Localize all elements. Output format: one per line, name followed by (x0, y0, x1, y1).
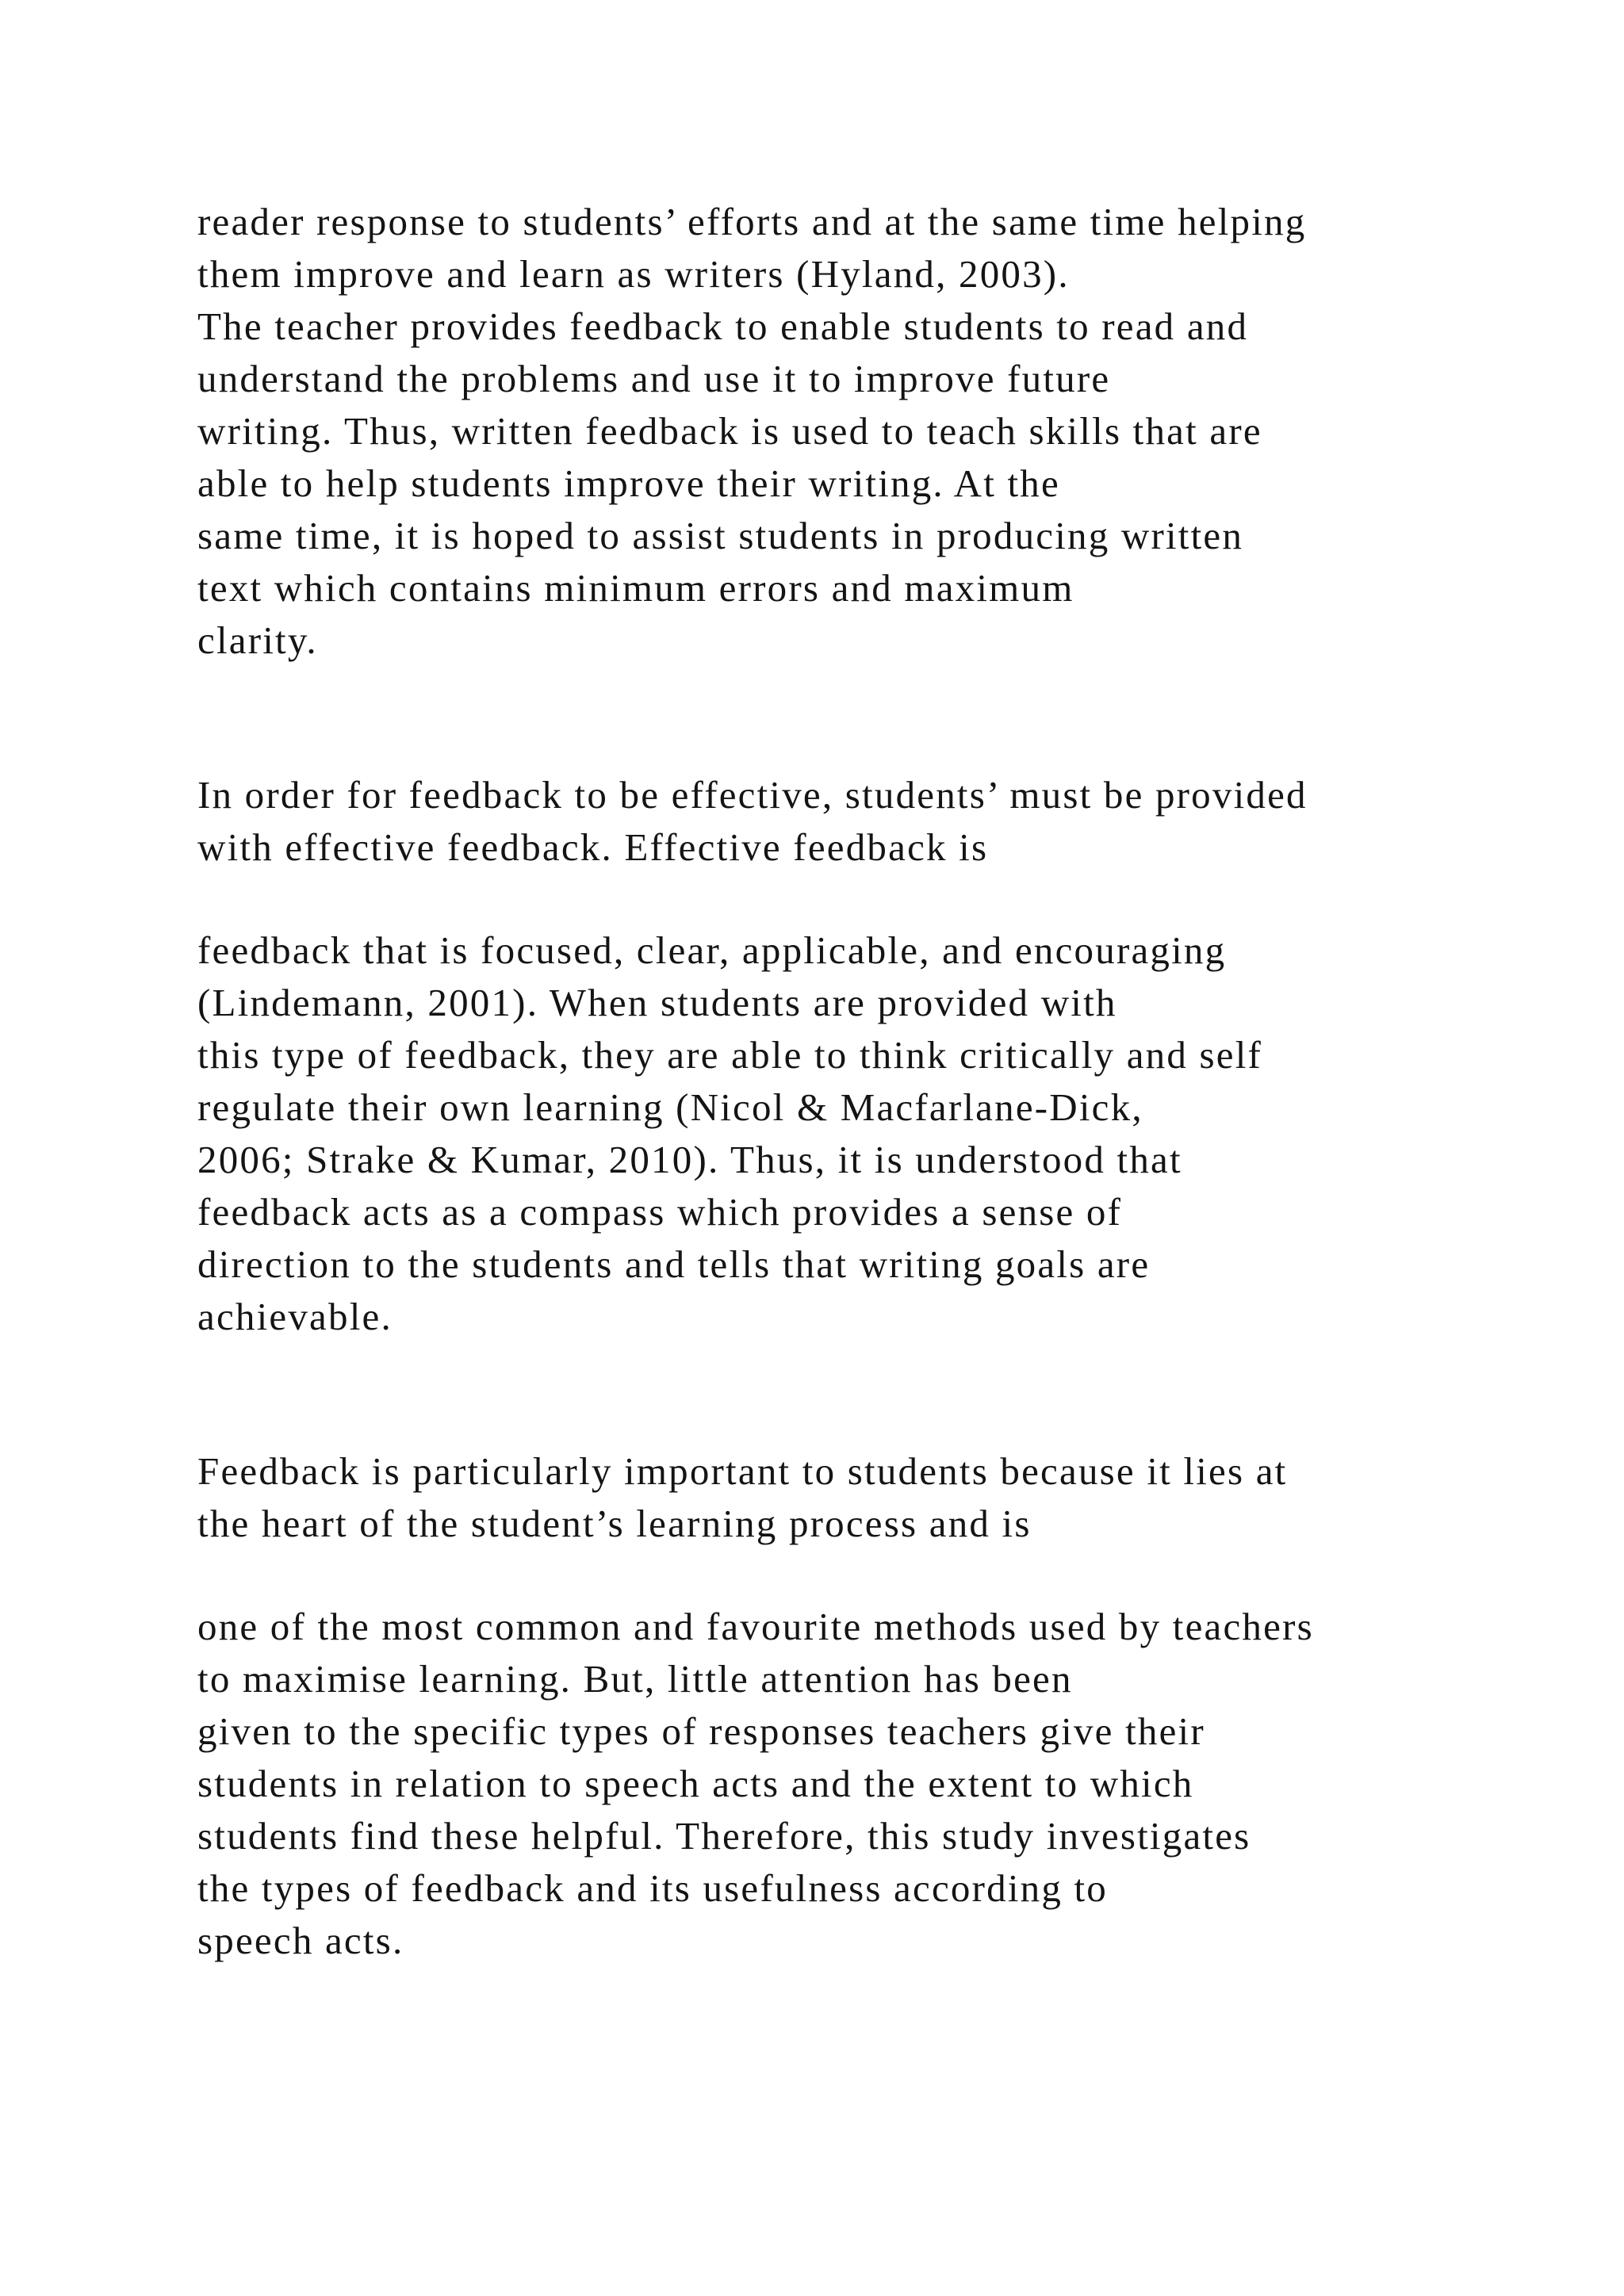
paragraph-effective-feedback-intro (197, 769, 1506, 874)
text-line: direction to the students and tells that writing goals are (197, 1242, 1151, 1286)
text-line: clarity. (197, 618, 318, 662)
text-line: The teacher provides feedback to enable students to read and (197, 304, 1249, 348)
text-line: achievable. (197, 1295, 393, 1338)
text-line: understand the problems and use it to improve future (197, 357, 1111, 400)
paragraph-feedback-importance-intro (197, 1445, 1506, 1550)
text-line: to maximise learning. But, little attention has been (197, 1657, 1073, 1701)
text-line: regulate their own learning (Nicol & Macfarlane-Dick, (197, 1085, 1143, 1129)
text-line: the heart of the student’s learning process and is (197, 1502, 1032, 1545)
text-line: (Lindemann, 2001). When students are provided with (197, 981, 1117, 1024)
text-line: them improve and learn as writers (Hyland, 2003). (197, 252, 1070, 296)
text-line: feedback acts as a compass which provides a sense of (197, 1190, 1123, 1234)
text-line: given to the specific types of responses teachers give their (197, 1709, 1205, 1753)
paragraph-effective-feedback-definition (197, 924, 1506, 1343)
text-line: text which contains minimum errors and maximum (197, 566, 1074, 610)
text-line: same time, it is hoped to assist students in producing written (197, 514, 1244, 557)
text-line: able to help students improve their writing. At the (197, 461, 1060, 505)
text-line: one of the most common and favourite methods used by teachers (197, 1605, 1314, 1648)
text-line: students in relation to speech acts and the extent to which (197, 1762, 1194, 1805)
text-line: students find these helpful. Therefore, this study investigates (197, 1814, 1251, 1858)
text-line: 2006; Strake & Kumar, 2010). Thus, it is understood that (197, 1138, 1182, 1181)
text-line: Feedback is particularly important to students because it lies at (197, 1449, 1288, 1493)
paragraph-feedback-purpose (197, 196, 1506, 667)
text-line: writing. Thus, written feedback is used to teach skills that are (197, 409, 1262, 453)
paragraph-study-aim (197, 1601, 1506, 1967)
text-line: In order for feedback to be effective, students’ must be provided (197, 773, 1308, 817)
text-line: reader response to students’ efforts and at the same time helping (197, 200, 1307, 243)
text-line: with effective feedback. Effective feedback is (197, 825, 989, 869)
text-line: this type of feedback, they are able to think critically and self (197, 1033, 1263, 1077)
text-line: the types of feedback and its usefulness according to (197, 1866, 1108, 1910)
text-line: speech acts. (197, 1919, 404, 1962)
text-line: feedback that is focused, clear, applicable, and encouraging (197, 928, 1227, 972)
